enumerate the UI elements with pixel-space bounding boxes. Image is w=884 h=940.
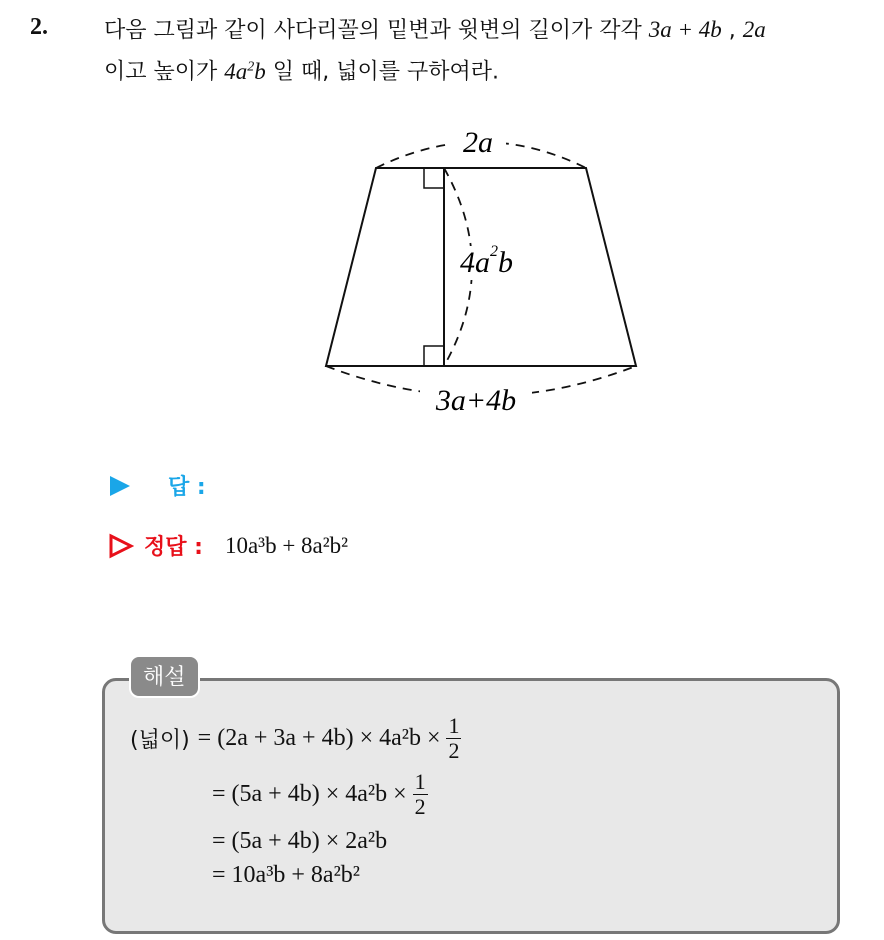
explanation-step-4: = 10a³b + 8a²b² [212, 862, 360, 888]
top-length-expr: 2a [742, 17, 766, 42]
explanation-line-4 [212, 862, 360, 889]
outline-triangle-icon [108, 533, 134, 559]
base-length-expr: 3a + 4b [648, 17, 722, 42]
question-text [104, 12, 874, 91]
fraction-half-1: $\frac{1}{2}$ [448, 713, 460, 763]
answer-label: 답 : [168, 475, 206, 500]
question-line-1 [104, 12, 874, 49]
top-label: 2a [463, 126, 493, 159]
right-angle-bottom [424, 346, 444, 366]
correct-answer-value: 10a³b + 8a²b² [224, 532, 349, 558]
question-number: 2. [30, 14, 48, 40]
height-expr: $4a^2b$ [224, 58, 266, 84]
correct-answer-row [108, 530, 348, 561]
question-line-2 [104, 49, 874, 91]
explanation-lhs: (넓이) [130, 728, 190, 753]
separator: , [728, 18, 736, 43]
explanation-step-1: = (2a + 3a + 4b) × 4a²b × [197, 725, 441, 751]
explanation-step-3: = (5a + 4b) × 2a²b [212, 828, 388, 854]
correct-answer-label: 정답 : [144, 535, 203, 560]
right-angle-top [424, 168, 444, 188]
explanation-tag: 해설 [129, 655, 200, 698]
fraction-half-2: $\frac{1}{2}$ [414, 769, 426, 819]
question-line2-post: 일 때, 넓이를 구하여라. [272, 59, 500, 85]
answer-row [108, 470, 206, 501]
trapezoid-figure [300, 118, 660, 428]
height-label: $4a^2b$ [460, 243, 513, 279]
explanation-line-3 [212, 828, 387, 855]
bottom-label: 3a+4b [435, 384, 517, 417]
question-line2-pre: 이고 높이가 [104, 59, 218, 85]
explanation-line-2 [212, 770, 428, 819]
filled-triangle-icon [108, 474, 132, 498]
question-line1-text: 다음 그림과 같이 사다리꼴의 밑변과 윗변의 길이가 각각 [104, 18, 642, 43]
explanation-step-2: = (5a + 4b) × 4a²b × [212, 781, 407, 807]
explanation-line-1 [130, 714, 461, 763]
